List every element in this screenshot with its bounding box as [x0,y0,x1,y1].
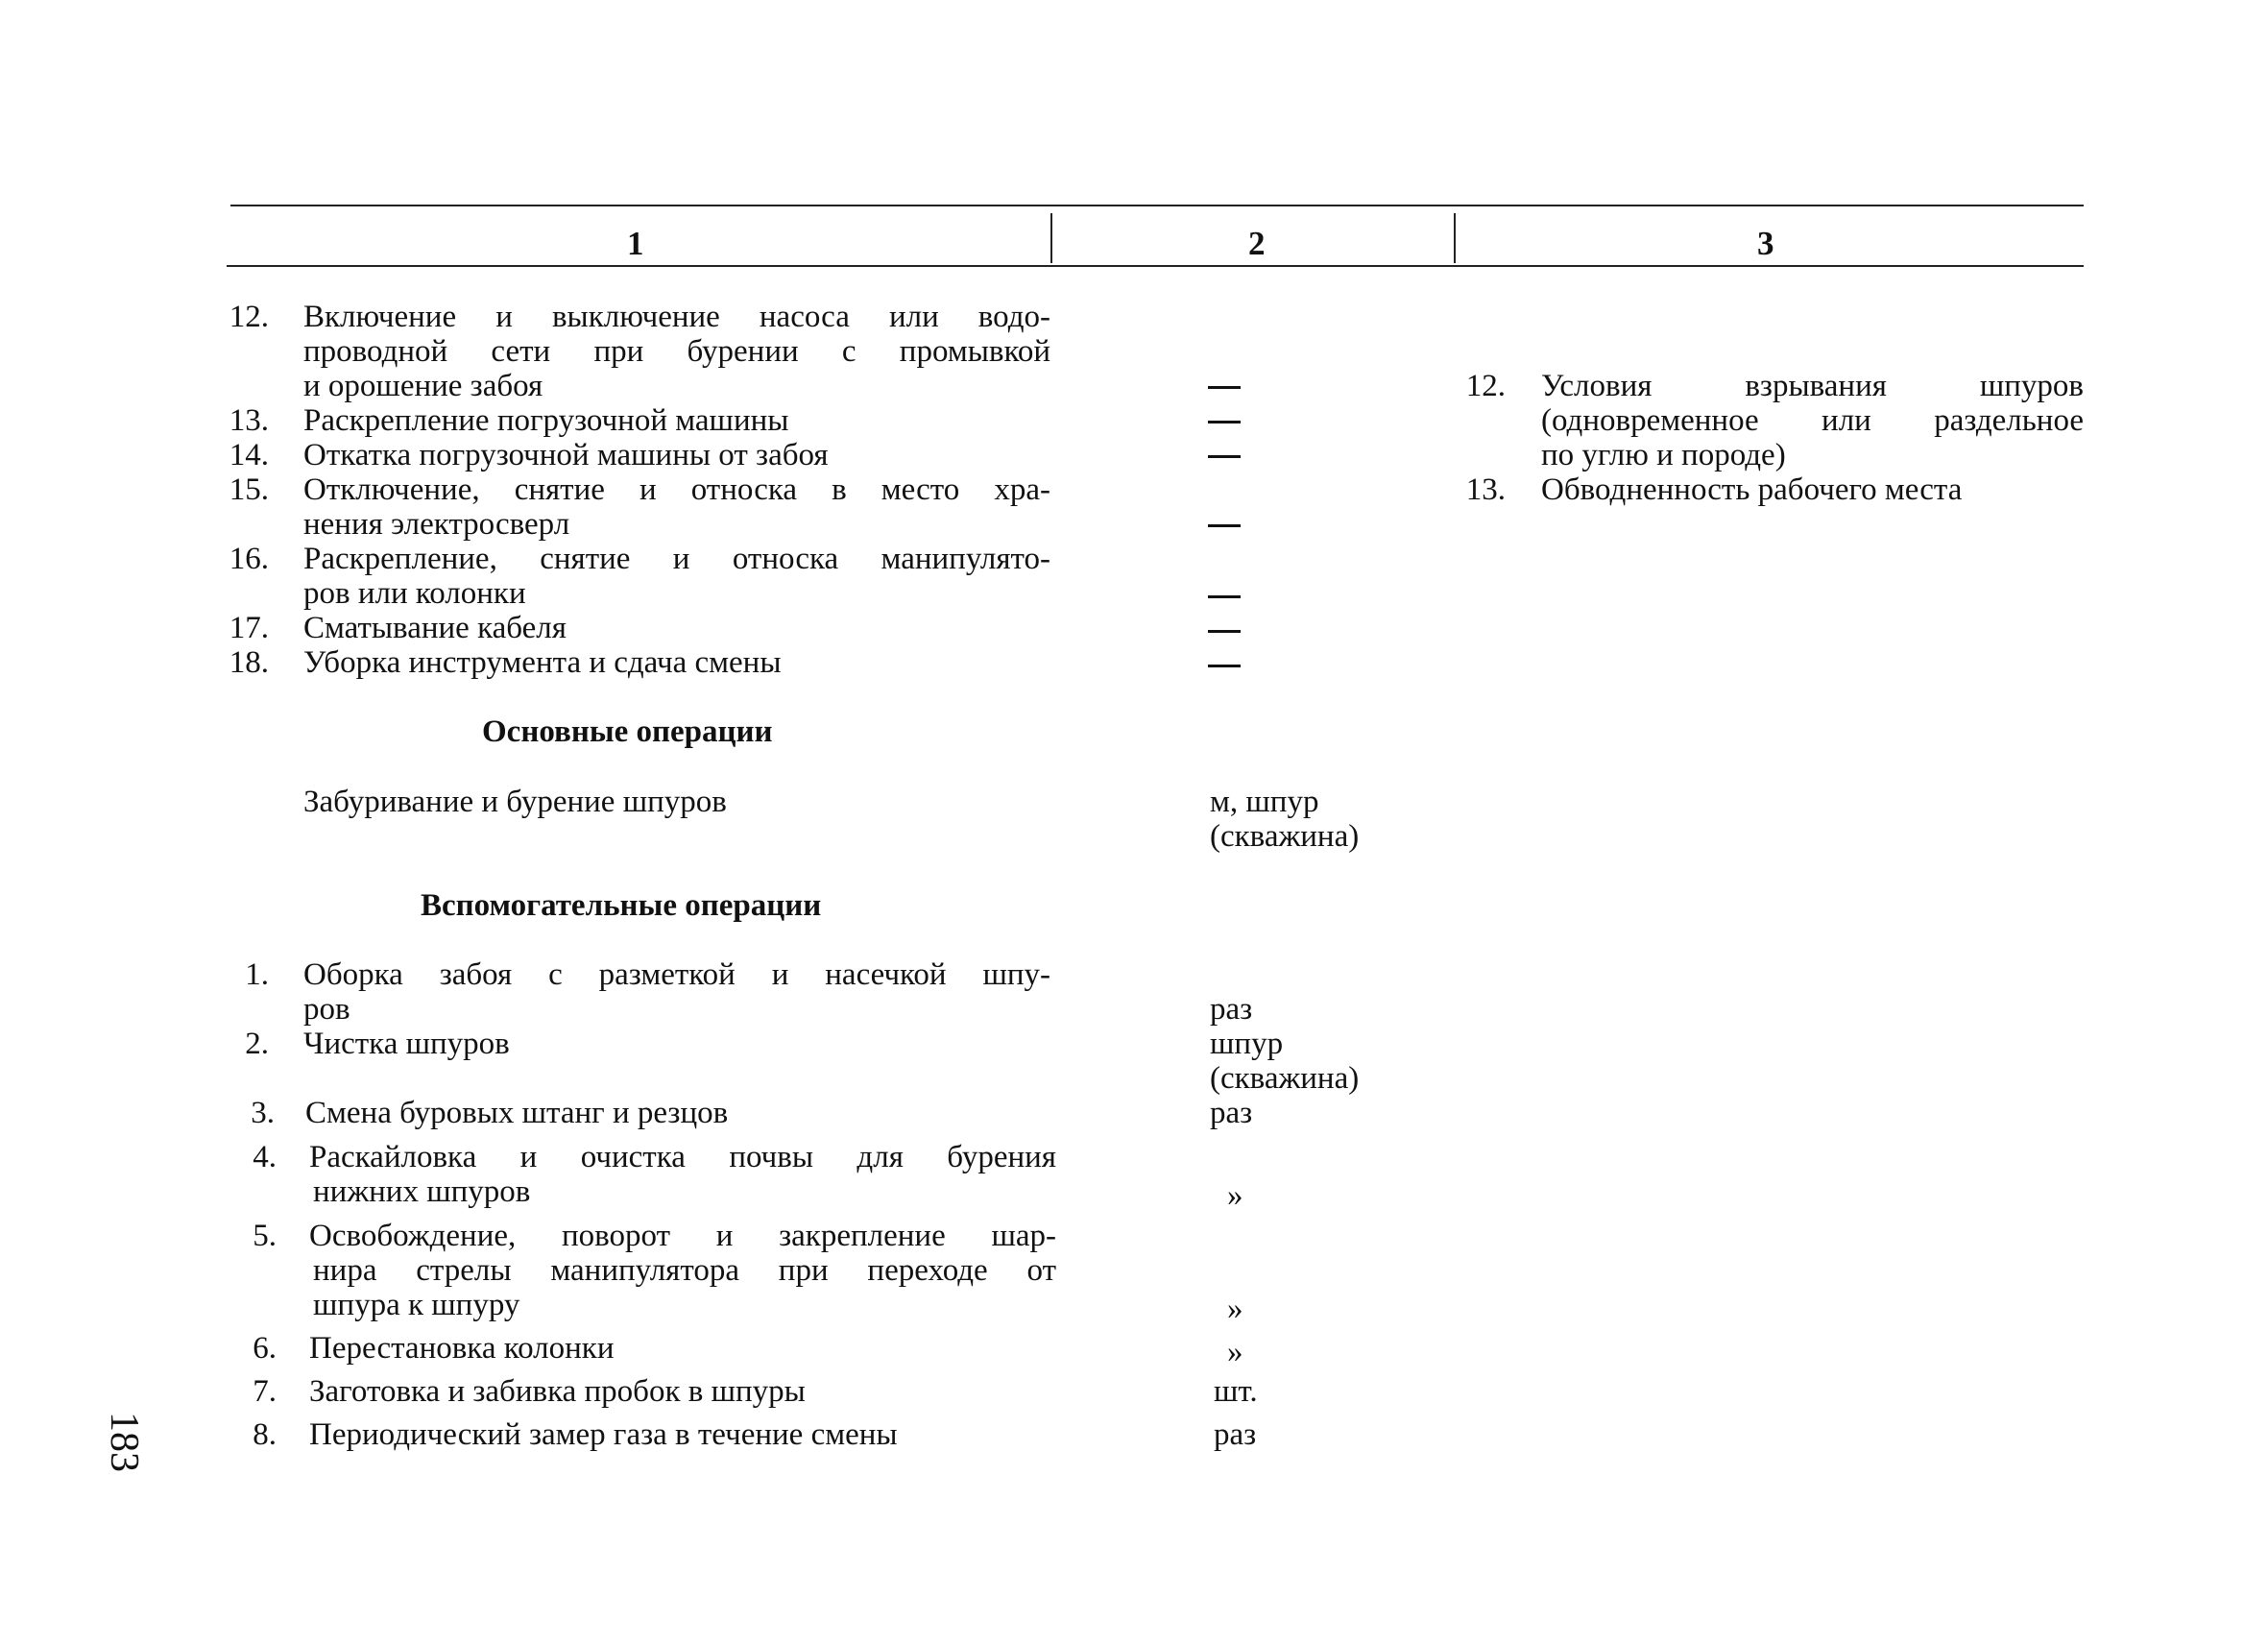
item-text-line: ров или колонки [303,576,526,611]
item-text-line: Раскрепление погрузочной машины [303,403,789,438]
col3-item-number: 12. [1465,369,1506,403]
item-text-line: Заготовка и забивка пробок в шпуры [309,1374,806,1409]
unit-dash [1208,665,1241,667]
item-text-line: шпура к шпуру [313,1288,520,1322]
col3-item-text-line: (одновременное или раздельное [1541,403,2084,438]
item-unit: » [1227,1292,1243,1326]
item-number: 6. [253,1331,277,1366]
page-number: 183 [102,1412,146,1472]
unit-dash [1208,524,1241,527]
main-operation-text: Забуривание и бурение шпуров [303,785,727,819]
unit-dash [1208,630,1241,633]
item-text-line: Сматывание кабеля [303,611,567,645]
header-col3: 3 [1757,225,1774,262]
item-unit: шт. [1214,1374,1258,1409]
column-divider-1 [1050,213,1052,263]
item-unit: » [1227,1335,1243,1369]
item-number: 16. [229,542,269,576]
item-text-line: проводной сети при бурении с промывкой [303,334,1050,369]
item-text-line: Включение и выключение насоса или водо- [303,300,1050,334]
item-unit: (скважина) [1210,1061,1360,1096]
item-number: 5. [253,1219,277,1253]
item-text-line: Смена буровых штанг и резцов [305,1096,729,1130]
main-operation-unit: (скважина) [1210,819,1360,854]
col3-item-number: 13. [1465,472,1506,507]
item-number: 2. [245,1027,269,1061]
col3-item-text-line: Условия взрывания шпуров [1541,369,2084,403]
item-text-line: ров [303,992,350,1027]
item-text-line: Откатка погрузочной машины от забоя [303,438,829,472]
header-col2: 2 [1248,225,1266,262]
item-unit: » [1227,1178,1243,1213]
item-text-line: Раскайловка и очистка почвы для бурения [309,1140,1056,1174]
item-text-line: Перестановка колонки [309,1331,615,1366]
section-title-aux: Вспомогательные операции [421,888,822,923]
item-unit: раз [1214,1417,1257,1452]
item-text-line: Периодический замер газа в течение смены [309,1417,898,1452]
col3-item-text-line: Обводненность рабочего места [1541,472,1963,507]
item-text-line: Чистка шпуров [303,1027,510,1061]
item-number: 13. [229,403,269,438]
item-text-line: Уборка инструмента и сдача смены [303,645,782,680]
item-text-line: нения электросверл [303,507,570,542]
item-number: 15. [229,472,269,507]
item-number: 1. [245,957,269,992]
unit-dash [1208,595,1241,598]
table-header-bottom-rule [227,265,2084,267]
item-text-line: Отключение, снятие и относка в место хра- [303,472,1050,507]
item-number: 17. [229,611,269,645]
table-top-rule [230,205,2084,206]
item-text-line: Раскрепление, снятие и относка манипулято- [303,542,1050,576]
item-number: 3. [251,1096,275,1130]
item-number: 12. [229,300,269,334]
unit-dash [1208,455,1241,458]
item-text-line: нира стрелы манипулятора при переходе от [313,1253,1056,1288]
column-divider-2 [1454,213,1456,263]
item-text-line: Освобождение, поворот и закрепление шар- [309,1219,1056,1253]
header-col1: 1 [627,225,644,262]
item-number: 18. [229,645,269,680]
item-text-line: и орошение забоя [303,369,543,403]
unit-dash [1208,421,1241,423]
item-number: 4. [253,1140,277,1174]
item-text-line: Оборка забоя с разметкой и насечкой шпу- [303,957,1050,992]
item-unit: шпур [1210,1027,1284,1061]
item-text-line: нижних шпуров [313,1174,531,1209]
item-unit: раз [1210,992,1253,1027]
item-number: 7. [253,1374,277,1409]
item-number: 8. [253,1417,277,1452]
unit-dash [1208,386,1241,389]
col3-item-text-line: по углю и породе) [1541,438,1786,472]
section-title-main: Основные операции [482,714,773,749]
item-unit: раз [1210,1096,1253,1130]
main-operation-unit: м, шпур [1210,785,1319,819]
item-number: 14. [229,438,269,472]
